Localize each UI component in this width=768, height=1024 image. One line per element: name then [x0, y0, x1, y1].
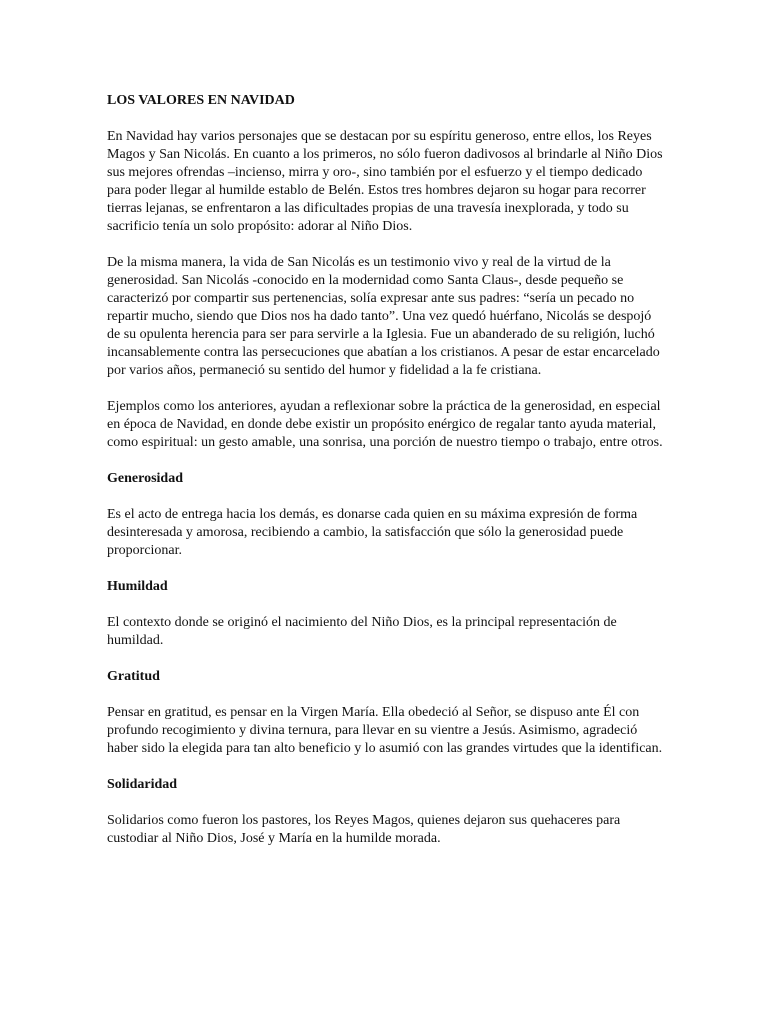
- section-heading-generosidad: Generosidad: [107, 471, 183, 486]
- intro-paragraph-3: Ejemplos como los anteriores, ayudan a reflexionar sobre la práctica de la generosidad, en especial en época de Navidad, en donde debe existir un propósito enérgico de regalar tanto ayuda material, como espiritual: un gesto amable, una sonrisa, una porción de nuestro tiempo o trabajo, entre otros.: [107, 399, 663, 450]
- section-heading-humildad: Humildad: [107, 579, 168, 594]
- intro-paragraph-1: En Navidad hay varios personajes que se destacan por su espíritu generoso, entre ellos, los Reyes Magos y San Nicolás. En cuanto a los primeros, no sólo fueron dadivosos al brindarle al Niño Dios sus mejores ofrendas –incienso, mirra y oro-, sino también por el esfuerzo y el tiempo dedicado para poder llegar al humilde establo de Belén. Estos tres hombres dejaron su hogar para recorrer tierras lejanas, se enfrentaron a las dificultades propias de una travesía inexplorada, y todo su sacrificio tenía un solo propósito: adorar al Niño Dios.: [107, 129, 663, 234]
- section-text-gratitud: Pensar en gratitud, es pensar en la Virgen María. Ella obedeció al Señor, se dispuso ante Él con profundo recogimiento y divina ternura, para llevar en su vientre a Jesús. Asimismo, agradeció haber sido la elegida para tan alto beneficio y lo asumió con las grandes virtudes que la identifican.: [107, 705, 663, 756]
- section-text-humildad: El contexto donde se originó el nacimiento del Niño Dios, es la principal representación de humildad.: [107, 615, 617, 648]
- section-heading-gratitud: Gratitud: [107, 669, 160, 684]
- section-text-solidaridad: Solidarios como fueron los pastores, los Reyes Magos, quienes dejaron sus quehaceres para custodiar al Niño Dios, José y María en la humilde morada.: [107, 813, 621, 846]
- document-title: LOS VALORES EN NAVIDAD: [107, 93, 295, 108]
- section-text-generosidad: Es el acto de entrega hacia los demás, es donarse cada quien en su máxima expresión de forma desinteresada y amorosa, recibiendo a cambio, la satisfacción que sólo la generosidad puede proporcionar.: [107, 507, 638, 558]
- section-heading-solidaridad: Solidaridad: [107, 777, 178, 792]
- document-page: [107, 92, 667, 866]
- intro-paragraph-2: De la misma manera, la vida de San Nicolás es un testimonio vivo y real de la virtud de la generosidad. San Nicolás -conocido en la modernidad como Santa Claus-, desde pequeño se caracterizó por compartir sus pertenencias, solía expresar ante sus padres: “sería un pecado no repartir mucho, siendo que Dios nos ha dado tanto”. Una vez quedó huérfano, Nicolás se despojó de su opulenta herencia para ser para servirle a la Iglesia. Fue un abanderado de su religión, luchó incansablemente contra las persecuciones que abatían a los cristianos. A pesar de estar encarcelado por varios años, permaneció su sentido del humor y fidelidad a la fe cristiana.: [107, 255, 660, 378]
